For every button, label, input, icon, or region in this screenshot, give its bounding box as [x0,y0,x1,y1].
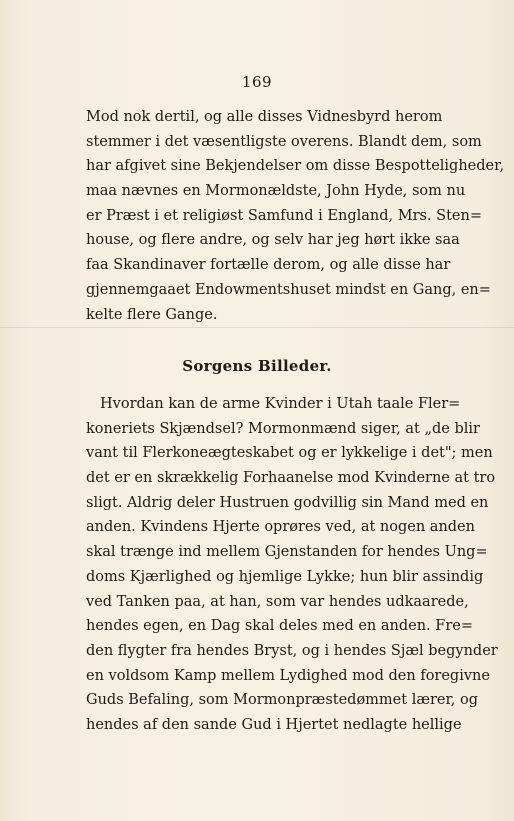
text-line: en voldsom Kamp mellem Lydighed mod den foregivne [86,667,490,684]
text-line: har afgivet sine Bekjendelser om disse Bespotteligheder, [86,158,505,175]
text-line: house, og flere andre, og selv har jeg hørt ikke saa [86,232,460,249]
paragraph-1 [86,105,505,327]
paragraph-2 [86,392,498,738]
text-line: den flygter fra hendes Bryst, og i hendes Sjæl begynder [86,642,498,659]
text-line: faa Skandinaver fortælle derom, og alle disse har [86,257,451,274]
text-line: anden. Kvindens Hjerte oprøres ved, at nogen anden [86,519,475,536]
text-line: sligt. Aldrig deler Hustruen godvillig sin Mand med en [86,494,489,511]
text-line: vant til Flerkoneægteskabet og er lykkelige i det"; men [86,445,493,462]
text-line: doms Kjærlighed og hjemlige Lykke; hun blir assindig [86,568,484,585]
text-line: ved Tanken paa, at han, som var hendes udkaarede, [86,593,469,610]
text-line: er Præst i et religiøst Samfund i England, Mrs. Sten= [86,207,482,224]
text-line: Guds Befaling, som Mormonpræstedømmet lærer, og [86,692,479,709]
page-number: 169 [241,73,273,91]
text-line: skal trænge ind mellem Gjenstanden for hendes Ung= [86,544,488,561]
text-line: hendes egen, en Dag skal deles med en anden. Fre= [86,618,473,635]
text-line: koneriets Skjændsel? Mormonmænd siger, at „de blir [86,420,480,437]
text-line: hendes af den sande Gud i Hjertet nedlagte hellige [86,716,462,733]
text-line: det er en skrækkelig Forhaanelse mod Kvinderne at tro [86,470,496,487]
text-line: maa nævnes en Mormonældste, John Hyde, som nu [86,183,466,200]
text-line: stemmer i det væsentligste overens. Blandt dem, som [86,133,482,150]
section-heading: Sorgens Billeder. [182,357,332,375]
text-line: Mod nok dertil, og alle disses Vidnesbyrd herom [86,109,443,125]
text-line: Hvordan kan de arme Kvinder i Utah taale Fler= [100,396,461,412]
text-line: kelte flere Gange. [86,306,218,323]
text-line: gjennemgaaet Endowmentshuset mindst en Gang, en= [86,281,491,298]
